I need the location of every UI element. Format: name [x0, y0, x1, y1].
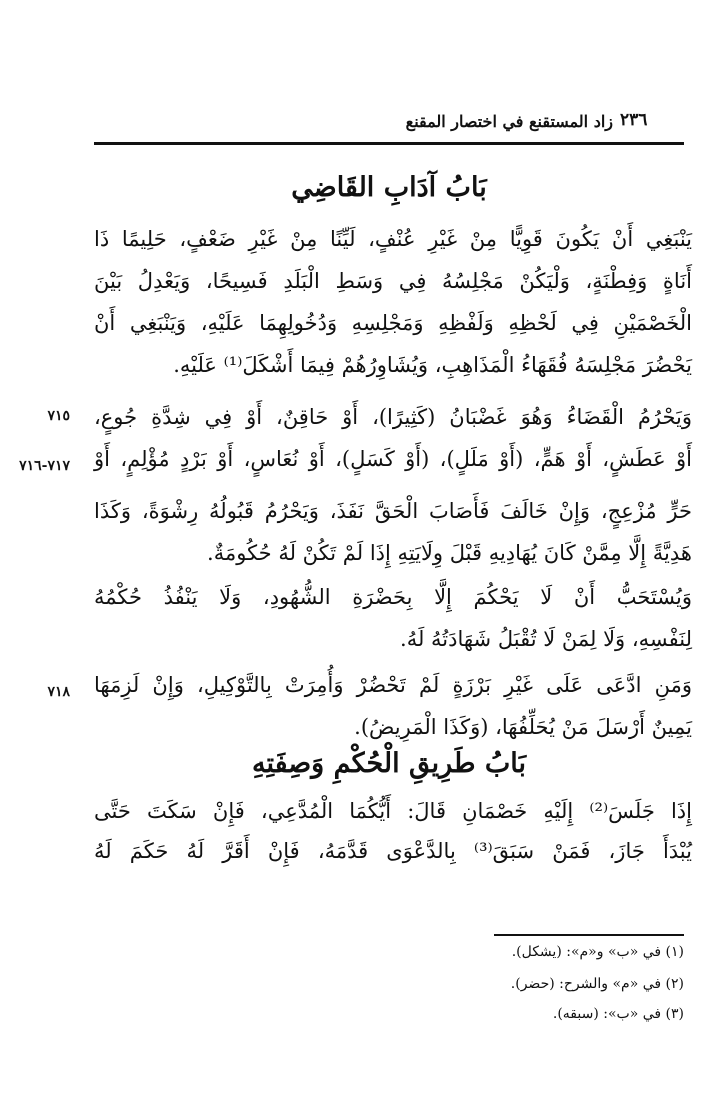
text-line: وَيُسْتَحَبُّ أَنْ لَا يَحْكُمَ إِلَّا بِحَضْرَةِ الشُّهُودِ، وَلَا يَنْفُذُ حُكْمُهُ — [94, 585, 692, 609]
text-line: إِذَا جَلَسَ⁽²⁾ إِلَيْهِ خَصْمَانِ قَالَ: أَيُّكُمَا الْمُدَّعِي، فَإِنْ سَكَتَ حَتَّى — [94, 799, 692, 823]
text-line: أَوْ عَطَشٍ، أَوْ هَمٍّ، (أَوْ مَلَلٍ)، (أَوْ كَسَلٍ)، أَوْ نُعَاسٍ، أَوْ بَرْدٍ مُؤْلِمٍ، أَوْ — [94, 447, 692, 471]
text-line: هَدِيَّةً إِلَّا مِمَّنْ كَانَ يُهَادِيهِ قَبْلَ وِلَايَتِهِ إِذَا لَمْ تَكُنْ لَهُ حُكُومَةٌ. — [207, 541, 692, 565]
text-line: يَمِينٌ أَرْسَلَ مَنْ يُحَلِّفُهَا، (وَكَذَا الْمَرِيضُ). — [354, 715, 692, 739]
text-line: أَنَاةٍ وَفِطْنَةٍ، وَلْيَكُنْ مَجْلِسُهُ فِي وَسَطِ الْبَلَدِ فَسِيحًا، وَيَعْدِلُ بَيْنَ — [94, 269, 692, 293]
text-line: حَرٍّ مُزْعِجٍ، وَإِنْ خَالَفَ فَأَصَابَ الْحَقَّ نَفَذَ، وَيَحْرُمُ قَبُولُهُ رِشْوَةً، وَكَذَا — [94, 499, 692, 523]
footnote-divider — [494, 934, 684, 936]
text-line: يَحْضُرَ مَجْلِسَهُ فُقَهَاءُ الْمَذَاهِبِ، وَيُشَاوِرُهُمْ فِيمَا أَشْكَلَ⁽¹⁾ عَلَيْهِ. — [173, 353, 692, 377]
text-line: وَيَحْرُمُ الْقَضَاءُ وَهُوَ غَضْبَانُ (كَثِيرًا)، أَوْ حَاقِنٌ، أَوْ فِي شِدَّةِ جُوعٍ، — [94, 405, 692, 429]
text-line: يَنْبَغِي أَنْ يَكُونَ قَوِيًّا مِنْ غَيْرِ عُنْفٍ، لَيِّنًا مِنْ غَيْرِ ضَعْفٍ، حَلِيمًا ذَا — [94, 227, 692, 251]
chapter-heading-judgment-procedure: بَابُ طَرِيقِ الْحُكْمِ وَصِفَتِهِ — [251, 748, 527, 779]
margin-number: ٧١٨ — [47, 684, 70, 700]
text-line: وَمَنِ ادَّعَى عَلَى غَيْرِ بَرْزَةٍ لَمْ تَحْضُرْ وَأُمِرَتْ بِالتَّوْكِيلِ، وَإِنْ لَزِمَهَا — [94, 673, 692, 697]
footnote: (١) في «ب» و«م»: (يشكل). — [511, 944, 684, 960]
running-header-title: زاد المستقنع في اختصار المقنع — [405, 112, 613, 131]
header-divider — [94, 142, 684, 145]
page-number: ٢٣٦ — [620, 110, 648, 130]
text-line: لِنَفْسِهِ، وَلَا لِمَنْ لَا تُقْبَلُ شَهَادَتُهُ لَهُ. — [400, 627, 692, 651]
footnote: (٣) في «ب»: (سبقه). — [552, 1006, 684, 1022]
footnote: (٢) في «م» والشرح: (حضر). — [510, 976, 684, 992]
margin-number: ٧١٧-٧١٦ — [19, 458, 70, 474]
margin-number: ٧١٥ — [47, 408, 70, 424]
chapter-heading-judge-etiquette: بَابُ آدَابِ القَاضِي — [291, 172, 487, 203]
text-line: الْخَصْمَيْنِ فِي لَحْظِهِ وَلَفْظِهِ وَمَجْلِسِهِ وَدُخُولِهِمَا عَلَيْهِ، وَيَنْبَغِي أَنْ — [94, 311, 692, 335]
text-line: يُبْدَأَ جَازَ، فَمَنْ سَبَقَ⁽³⁾ بِالدَّعْوَى قَدَّمَهُ، فَإِنْ أَقَرَّ لَهُ حَكَمَ لَهُ — [94, 839, 692, 863]
